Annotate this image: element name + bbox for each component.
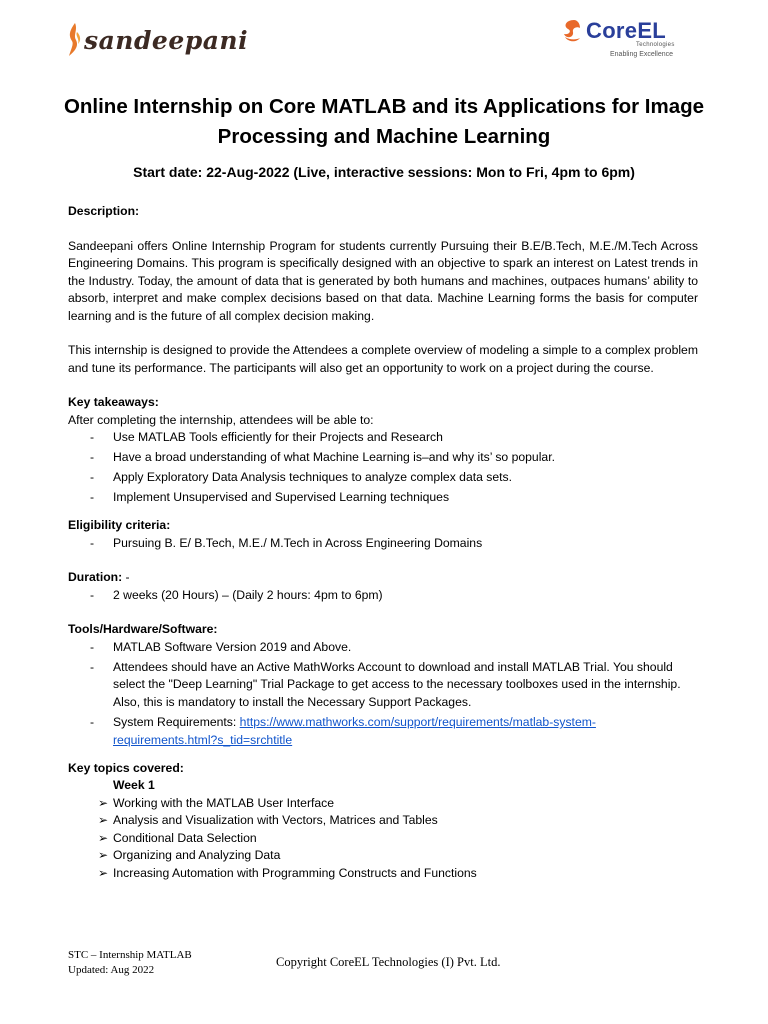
coreel-logo-technologies: Technologies: [636, 42, 675, 48]
arrow-bullet-icon: ➢: [98, 813, 109, 828]
document-body: [68, 203, 698, 882]
footer-info: [68, 948, 192, 978]
start-date-line: Start date: 22-Aug-2022 (Live, interactive sessions: Mon to Fri, 4pm to 6pm): [133, 164, 635, 180]
list-item: - Attendees should have an Active MathWorks Account to download and install MATLAB Trial. You should select the "Deep Learning" Trial Package to get access to the necessary toolboxes used in the internship. Also, this is mandatory to install the Necessary Support Packages.: [90, 659, 681, 709]
flame-icon: [66, 22, 82, 58]
arrow-bullet-icon: ➢: [98, 848, 109, 863]
list-item: ➢ Working with the MATLAB User Interface: [68, 795, 698, 813]
list-item: - Have a broad understanding of what Machine Learning is–and why its’ so popular.: [90, 450, 555, 465]
list-item: - 2 weeks (20 Hours) – (Daily 2 hours: 4pm to 6pm): [90, 587, 383, 602]
key-takeaways-list: [68, 429, 698, 507]
duration-heading: Duration: -: [68, 570, 130, 585]
list-item: ➢ Analysis and Visualization with Vectors, Matrices and Tables: [68, 812, 698, 830]
topics-heading: Key topics covered:: [68, 760, 184, 775]
document-title: Online Internship on Core MATLAB and its Applications for Image Processing and Machine Learning: [63, 95, 705, 148]
coreel-logo-name: CoreEL: [586, 18, 667, 43]
footer-line-1: STC – Internship MATLAB: [68, 949, 192, 961]
list-item: - Pursuing B. E/ B.Tech, M.E./ M.Tech in Across Engineering Domains: [90, 535, 483, 550]
arrow-bullet-icon: ➢: [98, 830, 109, 845]
key-takeaways-heading: Key takeaways:: [68, 395, 159, 409]
system-requirements-label: System Requirements:: [113, 715, 240, 730]
list-item: - Implement Unsupervised and Supervised Learning techniques: [90, 490, 450, 505]
duration-list: [68, 587, 698, 605]
coreel-logo-tagline: Enabling Excellence: [610, 51, 674, 58]
description-heading: Description:: [68, 204, 140, 218]
list-item: - Use MATLAB Tools efficiently for their Projects and Research: [90, 430, 443, 444]
topics-list: [68, 795, 698, 883]
list-item: - Apply Exploratory Data Analysis techniques to analyze complex data sets.: [90, 470, 513, 485]
footer-copyright: Copyright CoreEL Technologies (I) Pvt. Ltd.: [276, 955, 501, 969]
coreel-logo: [558, 18, 698, 62]
arrow-bullet-icon: ➢: [98, 865, 109, 880]
sandeepani-logo: [66, 20, 248, 60]
arrow-bullet-icon: ➢: [98, 795, 109, 810]
key-takeaways-intro: After completing the internship, attendees will be able to:: [68, 412, 374, 427]
system-requirements-link[interactable]: https://www.mathworks.com/support/requirements/matlab-system- requirements.html?s_tid=srchtitle: [113, 715, 596, 747]
footer-line-2: Updated: Aug 2022: [68, 964, 155, 976]
week-label: Week 1: [113, 778, 155, 793]
list-item: ➢ Conditional Data Selection: [68, 830, 698, 848]
eligibility-list: [68, 535, 698, 553]
eligibility-heading: Eligibility criteria:: [68, 518, 171, 533]
tools-list: [68, 639, 698, 749]
list-item: ➢ Increasing Automation with Programming Constructs and Functions: [68, 865, 698, 883]
tools-heading: Tools/Hardware/Software:: [68, 622, 218, 637]
list-item: - MATLAB Software Version 2019 and Above.: [90, 639, 352, 654]
description-paragraph-2: This internship is designed to provide the Attendees a complete overview of modeling a simple to a complex problem and tune its performance. The participants will also get an opportunity to work on a project during the course.: [68, 343, 698, 375]
description-paragraph-1: Sandeepani offers Online Internship Program for students currently Pursuing their B.E/B.Tech, M.E./M.Tech Across Engineering Domains. This program is specifically designed with an objective to spark an interest on Latest trends in the Industry. Today, the amount of data that is generated by both humans and machines, outpaces humans’ ability to absorb, interpret and make complex decisions based on that data. Machine Learning forms the basis for computer learning and is the future of all complex decision making.: [68, 238, 698, 323]
list-item: ➢ Organizing and Analyzing Data: [68, 847, 698, 865]
sandeepani-logo-text: sandeepani: [84, 25, 249, 55]
list-item: - System Requirements: https://www.mathworks.com/support/requirements/matlab-system- requirements.html?s_tid=srchtitle: [90, 715, 596, 747]
coreel-swirl-icon: [560, 18, 584, 44]
